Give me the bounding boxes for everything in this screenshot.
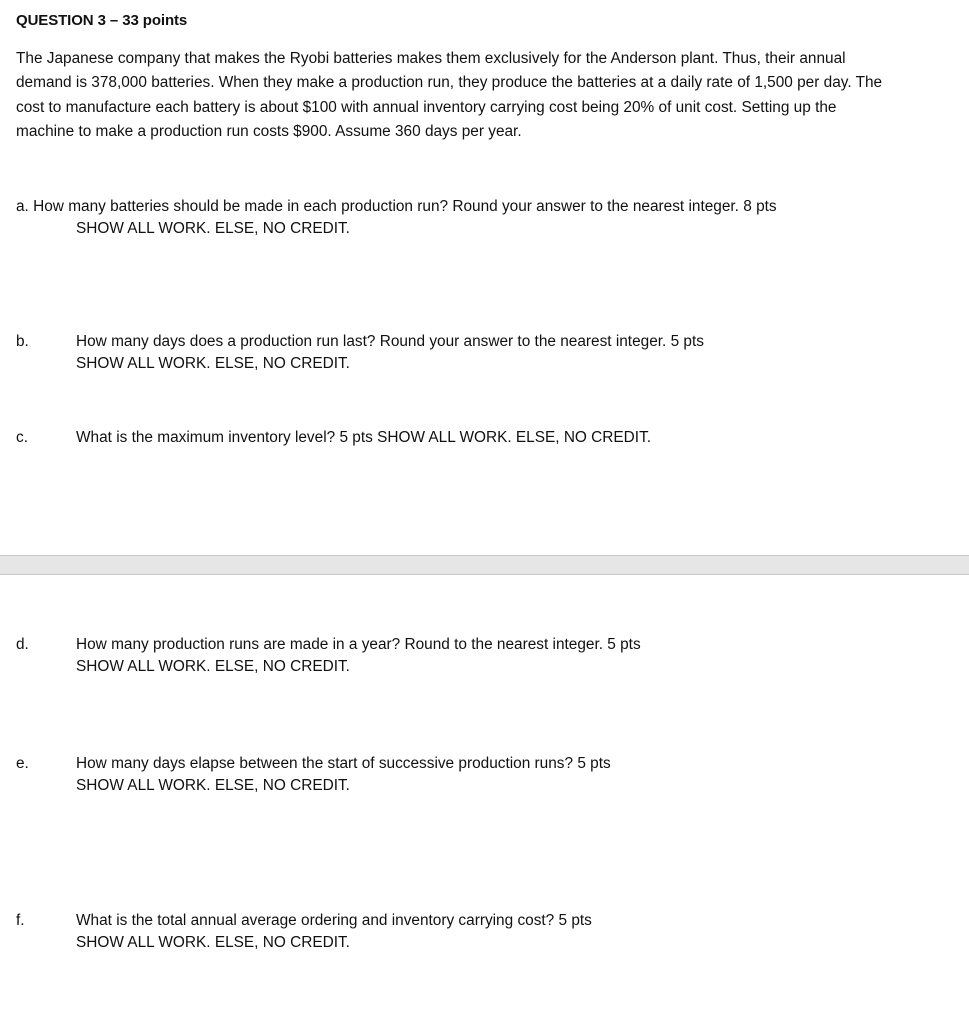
question-a-note: SHOW ALL WORK. ELSE, NO CREDIT. <box>76 219 350 237</box>
question-a-text: How many batteries should be made in each production run? Round your answer to the nearest integer. 8 pts <box>33 198 777 215</box>
question-e-text: How many days elapse between the start of successive production runs? 5 pts <box>76 755 611 772</box>
question-a <box>16 196 777 239</box>
question-f-text: What is the total annual average ordering and inventory carrying cost? 5 pts <box>76 912 592 929</box>
question-d-note: SHOW ALL WORK. ELSE, NO CREDIT. <box>76 657 350 675</box>
question-c-label: c. <box>16 429 28 446</box>
question-a-label: a. <box>16 198 29 215</box>
question-title: QUESTION 3 – 33 points <box>16 12 188 29</box>
question-f-label: f. <box>16 912 25 929</box>
question-intro: The Japanese company that makes the Ryobi batteries makes them exclusively for the Anderson plant. Thus, their annual demand is 378,000 batteries. When they make a production run, they produce the batteries at a daily rate of 1,500 per day. The cost to manufacture each battery is about $100 with annual inventory carrying cost being 20% of unit cost. Setting up the machine to make a production run costs $900. Assume 360 days per year. <box>16 50 883 140</box>
question-d-label: d. <box>16 636 29 653</box>
question-d-text: How many production runs are made in a year? Round to the nearest integer. 5 pts <box>76 636 641 653</box>
question-b-note: SHOW ALL WORK. ELSE, NO CREDIT. <box>76 354 350 372</box>
question-c-text: What is the maximum inventory level? 5 pts SHOW ALL WORK. ELSE, NO CREDIT. <box>76 429 652 446</box>
question-b-text: How many days does a production run last? Round your answer to the nearest integer. 5 pts <box>76 333 704 350</box>
question-b-label: b. <box>16 333 29 350</box>
document-page-bottom <box>0 575 969 1024</box>
question-f-note: SHOW ALL WORK. ELSE, NO CREDIT. <box>76 933 350 951</box>
question-e-label: e. <box>16 755 29 772</box>
page-divider <box>0 555 969 575</box>
question-e-note: SHOW ALL WORK. ELSE, NO CREDIT. <box>76 776 350 794</box>
